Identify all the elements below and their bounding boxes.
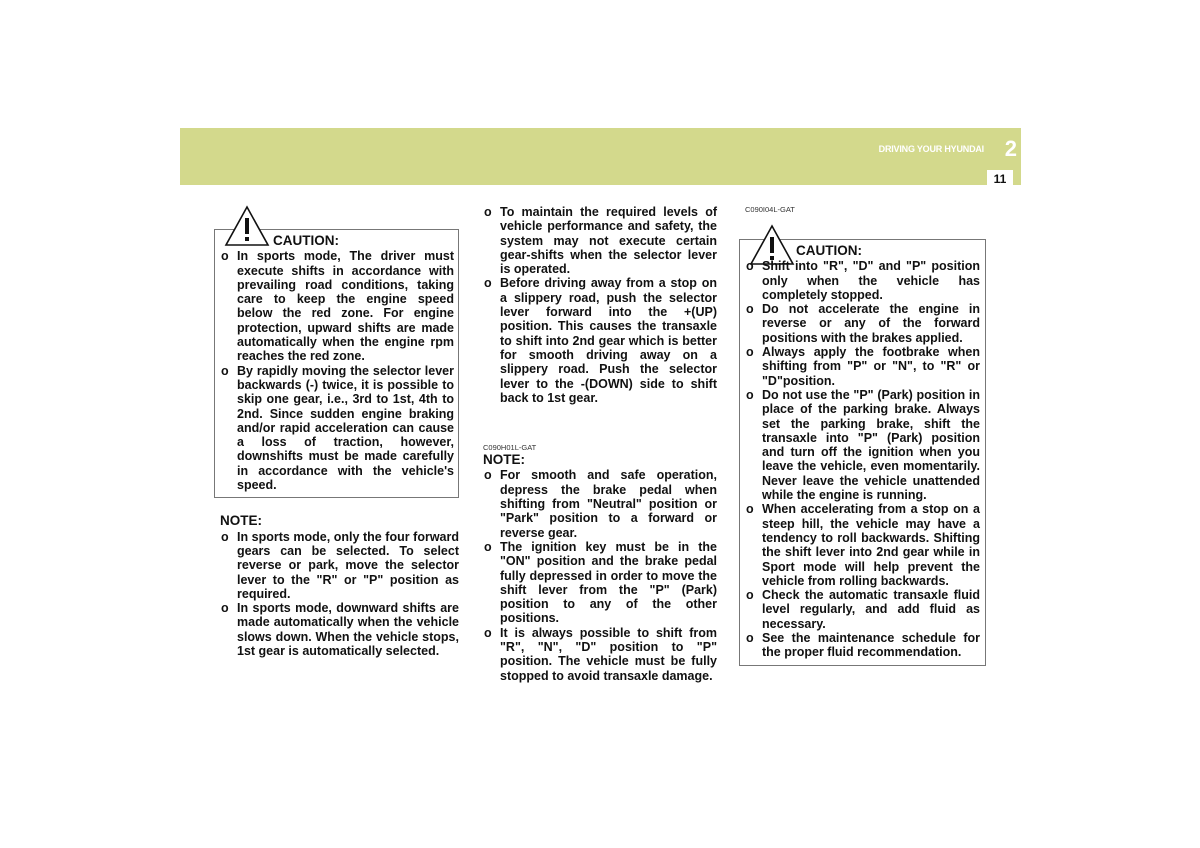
list-item: o The ignition key must be in the "ON" position and the brake pedal fully depressed in order to move the shift lever from the "P" (Park) position to any of the other positions. bbox=[484, 539, 717, 626]
note-title: NOTE: bbox=[220, 513, 262, 529]
caution-list bbox=[745, 259, 980, 659]
list-item: o In sports mode, downward shifts are made automatically when the vehicle slows down. When the vehicle stops, 1st gear is automatically selected. bbox=[221, 601, 459, 659]
list-item: o For smooth and safe operation, depress the brake pedal when shifting from "Neutral" position or "Park" position to a forward or reverse gear. bbox=[484, 468, 717, 540]
list-item: o In sports mode, only the four forward gears can be selected. To select reverse or park, move the selector lever to the "R" or "P" position as required. bbox=[221, 529, 459, 601]
section-code: C090H01L-GAT bbox=[483, 443, 537, 453]
list-item: o To maintain the required levels of vehicle performance and safety, the system may not execute certain gear-shifts when the selector lever is operated. bbox=[484, 205, 717, 277]
list-item: o Do not use the "P" (Park) position in place of the parking brake. Always set the parking brake, shift the transaxle into "P" (Park) position and turn off the ignition when you leave the vehicle, even momentarily. Never leave the vehicle unattended while the engine is running. bbox=[746, 387, 980, 503]
caution-title: CAUTION: bbox=[796, 243, 862, 258]
list-item: o Before driving away from a stop on a slippery road, push the selector lever forward into the +(UP) position. This causes the transaxle to shift into 2nd gear which is better for smooth driving away on a slippery road. Push the selector lever to the -(DOWN) side to shift back to 1st gear. bbox=[484, 276, 717, 405]
note-list bbox=[220, 530, 459, 659]
list-item: o Do not accelerate the engine in reverse or any of the forward positions with the brakes applied. bbox=[746, 302, 980, 345]
middle-column bbox=[483, 205, 717, 683]
caution-box bbox=[214, 229, 459, 498]
left-column bbox=[214, 205, 459, 658]
list-item: o See the maintenance schedule for the proper fluid recommendation. bbox=[746, 631, 980, 660]
list-item: o In sports mode, The driver must execute shifts in accordance with prevailing road conditions, taking care to keep the engine speed below the red zone. For engine protection, upward shifts are made automatically when the engine rpm reaches the red zone. bbox=[221, 249, 454, 364]
note-list bbox=[483, 468, 717, 682]
list-item: o Always apply the footbrake when shifting from "P" or "N", to "R" or "D"position. bbox=[746, 345, 980, 388]
shift-info-list bbox=[483, 205, 717, 405]
chapter-number: 2 bbox=[1004, 136, 1017, 161]
list-item: o By rapidly moving the selector lever backwards (-) twice, it is possible to skip one gear, i.e., 3rd to 1st, 4th to 2nd. Since sudden engine braking and/or rapid acceleration can cause a loss of traction, however, downshifts must be made carefully in accordance with the vehicle's speed. bbox=[221, 363, 454, 493]
note-section bbox=[214, 514, 459, 658]
list-item: o Check the automatic transaxle fluid level regularly, and add fluid as necessary. bbox=[746, 588, 980, 631]
list-item: o It is always possible to shift from "R", "N", "D" position to "P" position. The vehicle must be fully stopped to avoid transaxle damage. bbox=[484, 625, 717, 683]
section-title: DRIVING YOUR HYUNDAI bbox=[878, 144, 984, 154]
right-column bbox=[739, 205, 986, 666]
caution-list bbox=[220, 249, 454, 492]
section-code: C090I04L-GAT bbox=[745, 205, 795, 214]
list-item: o When accelerating from a stop on a steep hill, the vehicle may have a tendency to roll backwards. Shifting the shift lever into 2nd gear while in Sport mode will help prevent the vehicle from rolling backwards. bbox=[746, 502, 980, 588]
note-title: NOTE: bbox=[483, 452, 525, 468]
caution-box bbox=[739, 239, 986, 666]
header-band bbox=[180, 128, 1021, 185]
note-section bbox=[483, 443, 717, 683]
page-number: 11 bbox=[987, 170, 1013, 188]
caution-title: CAUTION: bbox=[273, 233, 339, 248]
warning-triangle-icon bbox=[224, 205, 270, 247]
list-item: o Shift into "R", "D" and "P" position only when the vehicle has completely stopped. bbox=[746, 259, 980, 302]
